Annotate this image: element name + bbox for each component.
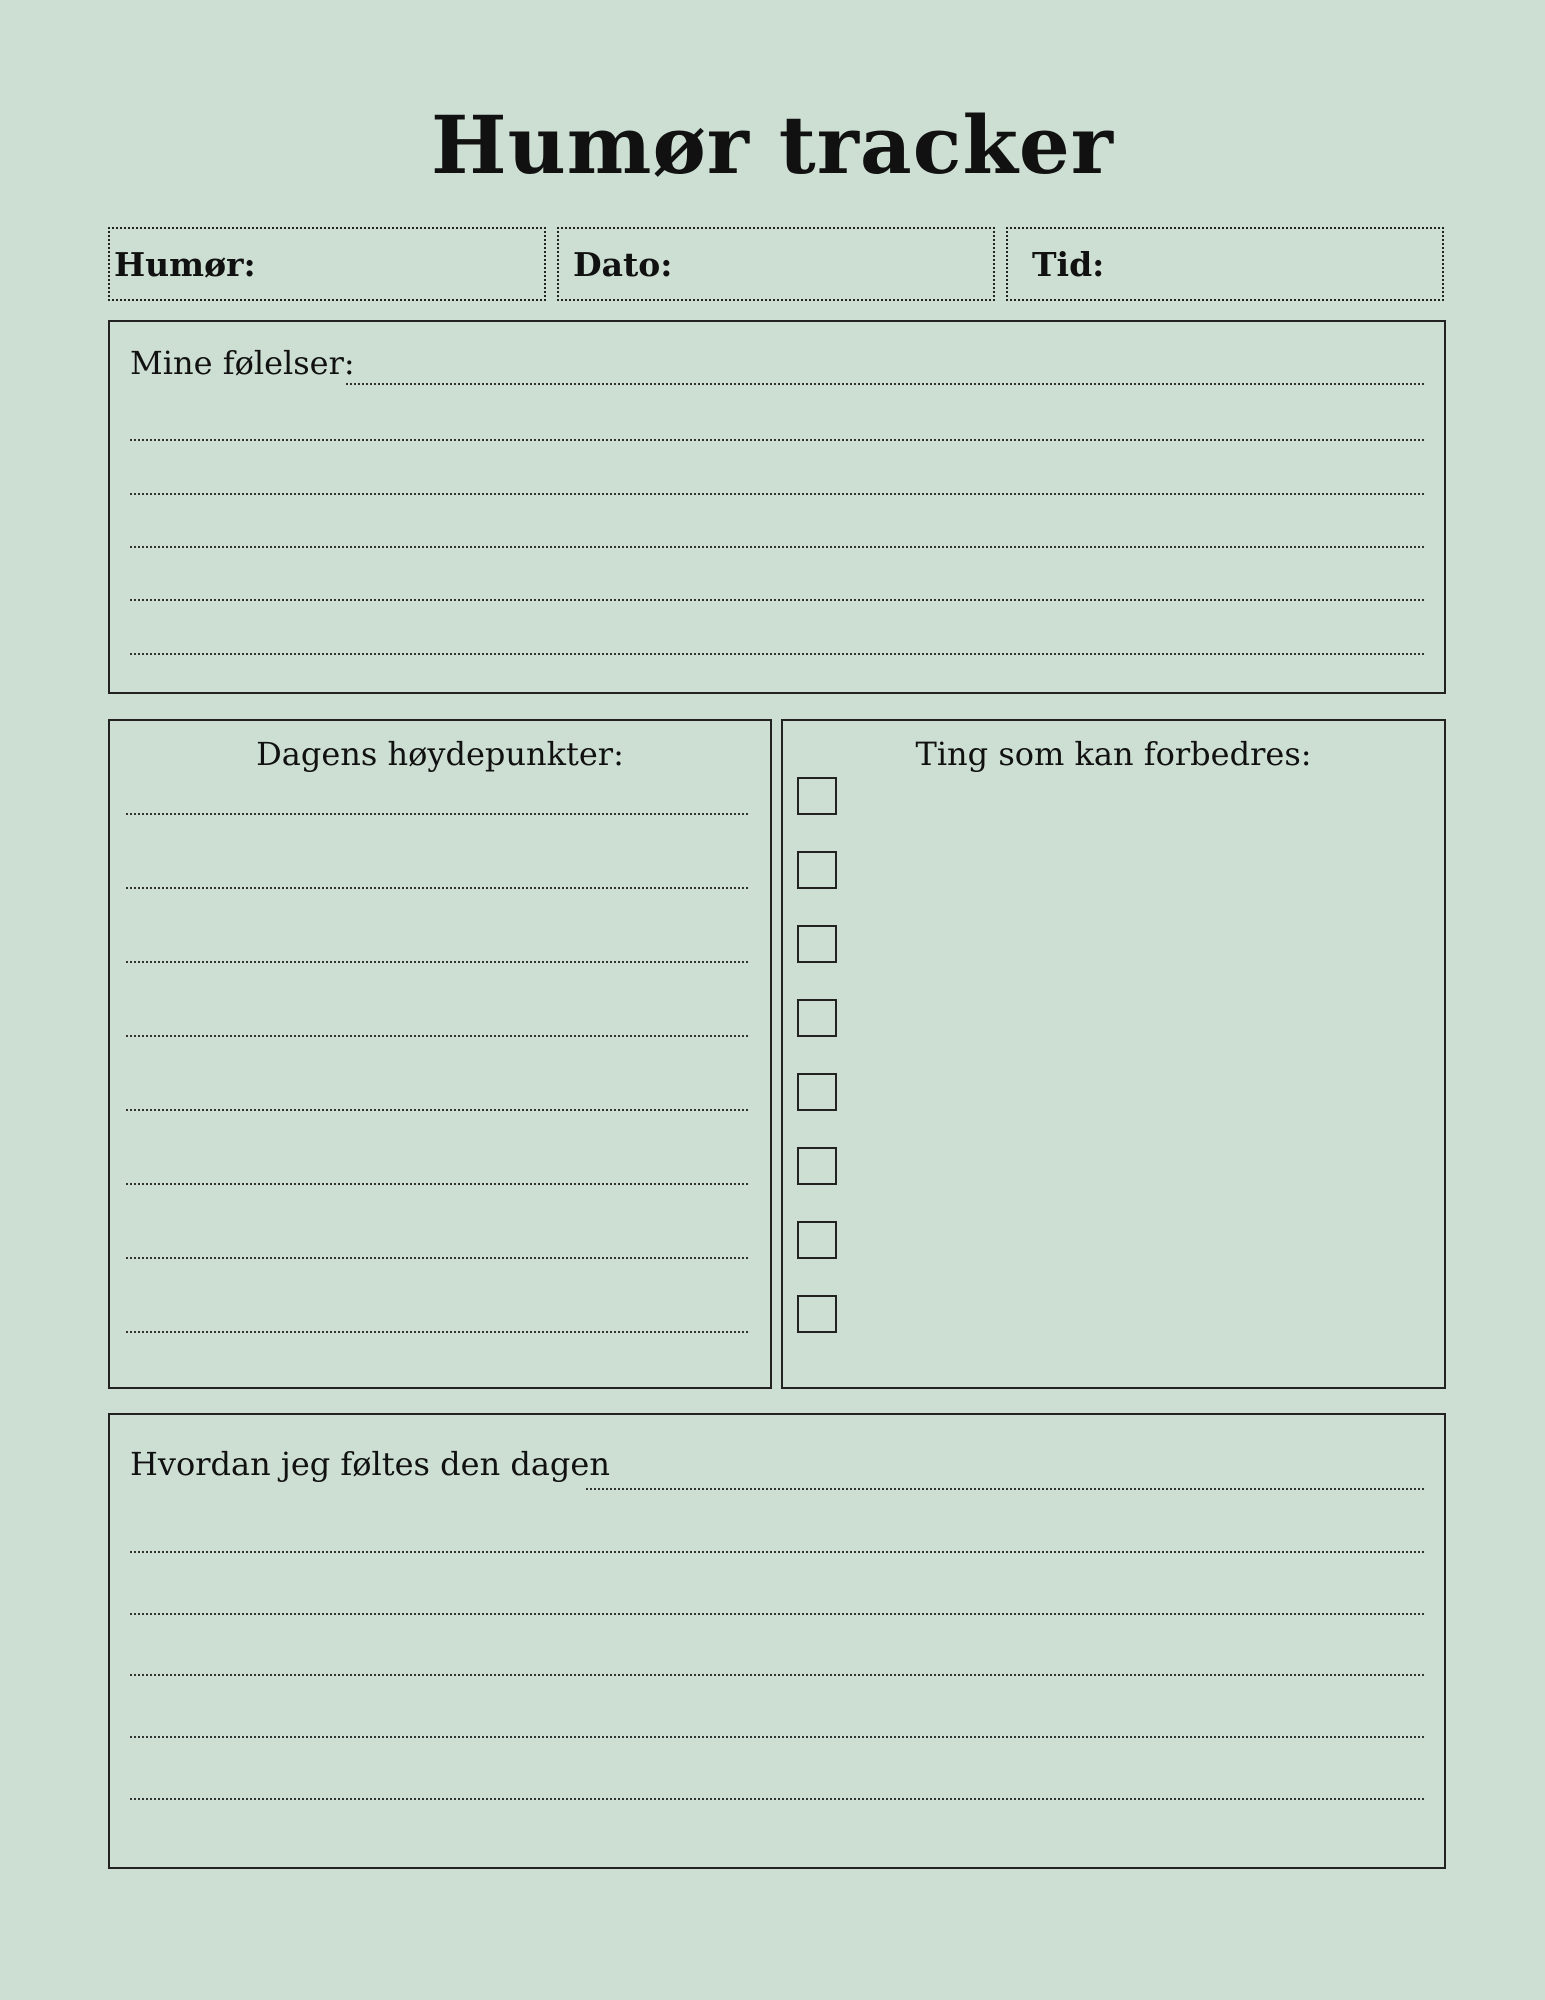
improvement-checkbox[interactable]	[797, 777, 837, 815]
feelings-panel	[108, 320, 1446, 694]
feelings-label: Mine følelser:	[130, 344, 355, 382]
improvement-checkbox[interactable]	[797, 1147, 837, 1185]
time-field[interactable]	[1006, 227, 1444, 301]
date-label: Dato:	[573, 244, 673, 284]
feelings-line[interactable]	[130, 439, 1424, 441]
feelings-line[interactable]	[130, 493, 1424, 495]
improvement-checkbox[interactable]	[797, 1295, 837, 1333]
highlight-line[interactable]	[126, 1257, 748, 1259]
time-label: Tid:	[1032, 244, 1105, 284]
improvements-label: Ting som kan forbedres:	[915, 735, 1312, 773]
highlight-line[interactable]	[126, 961, 748, 963]
improvement-checkbox[interactable]	[797, 1221, 837, 1259]
day-feeling-line[interactable]	[130, 1674, 1424, 1676]
feelings-line[interactable]	[130, 599, 1424, 601]
highlight-line[interactable]	[126, 1331, 748, 1333]
feelings-line[interactable]	[346, 383, 1424, 385]
day-feeling-line[interactable]	[130, 1613, 1424, 1615]
date-field[interactable]	[557, 227, 995, 301]
improvement-checkbox[interactable]	[797, 925, 837, 963]
highlight-line[interactable]	[126, 1035, 748, 1037]
highlights-panel	[108, 719, 772, 1389]
improvement-checkbox[interactable]	[797, 1073, 837, 1111]
highlight-line[interactable]	[126, 1183, 748, 1185]
highlight-line[interactable]	[126, 813, 748, 815]
day-feeling-label: Hvordan jeg føltes den dagen	[130, 1445, 610, 1483]
day-feeling-line[interactable]	[130, 1551, 1424, 1553]
mood-label: Humør:	[114, 244, 256, 284]
day-feeling-line[interactable]	[130, 1798, 1424, 1800]
day-feeling-line[interactable]	[130, 1736, 1424, 1738]
feelings-line[interactable]	[130, 546, 1424, 548]
feelings-line[interactable]	[130, 653, 1424, 655]
improvement-checkbox[interactable]	[797, 999, 837, 1037]
day-feeling-panel	[108, 1413, 1446, 1869]
highlight-line[interactable]	[126, 887, 748, 889]
highlights-label: Dagens høydepunkter:	[256, 735, 624, 773]
improvement-checkbox[interactable]	[797, 851, 837, 889]
improvements-panel	[781, 719, 1446, 1389]
day-feeling-line[interactable]	[586, 1488, 1424, 1490]
page-title: Humør tracker	[431, 98, 1114, 192]
mood-field[interactable]	[108, 227, 546, 301]
highlight-line[interactable]	[126, 1109, 748, 1111]
